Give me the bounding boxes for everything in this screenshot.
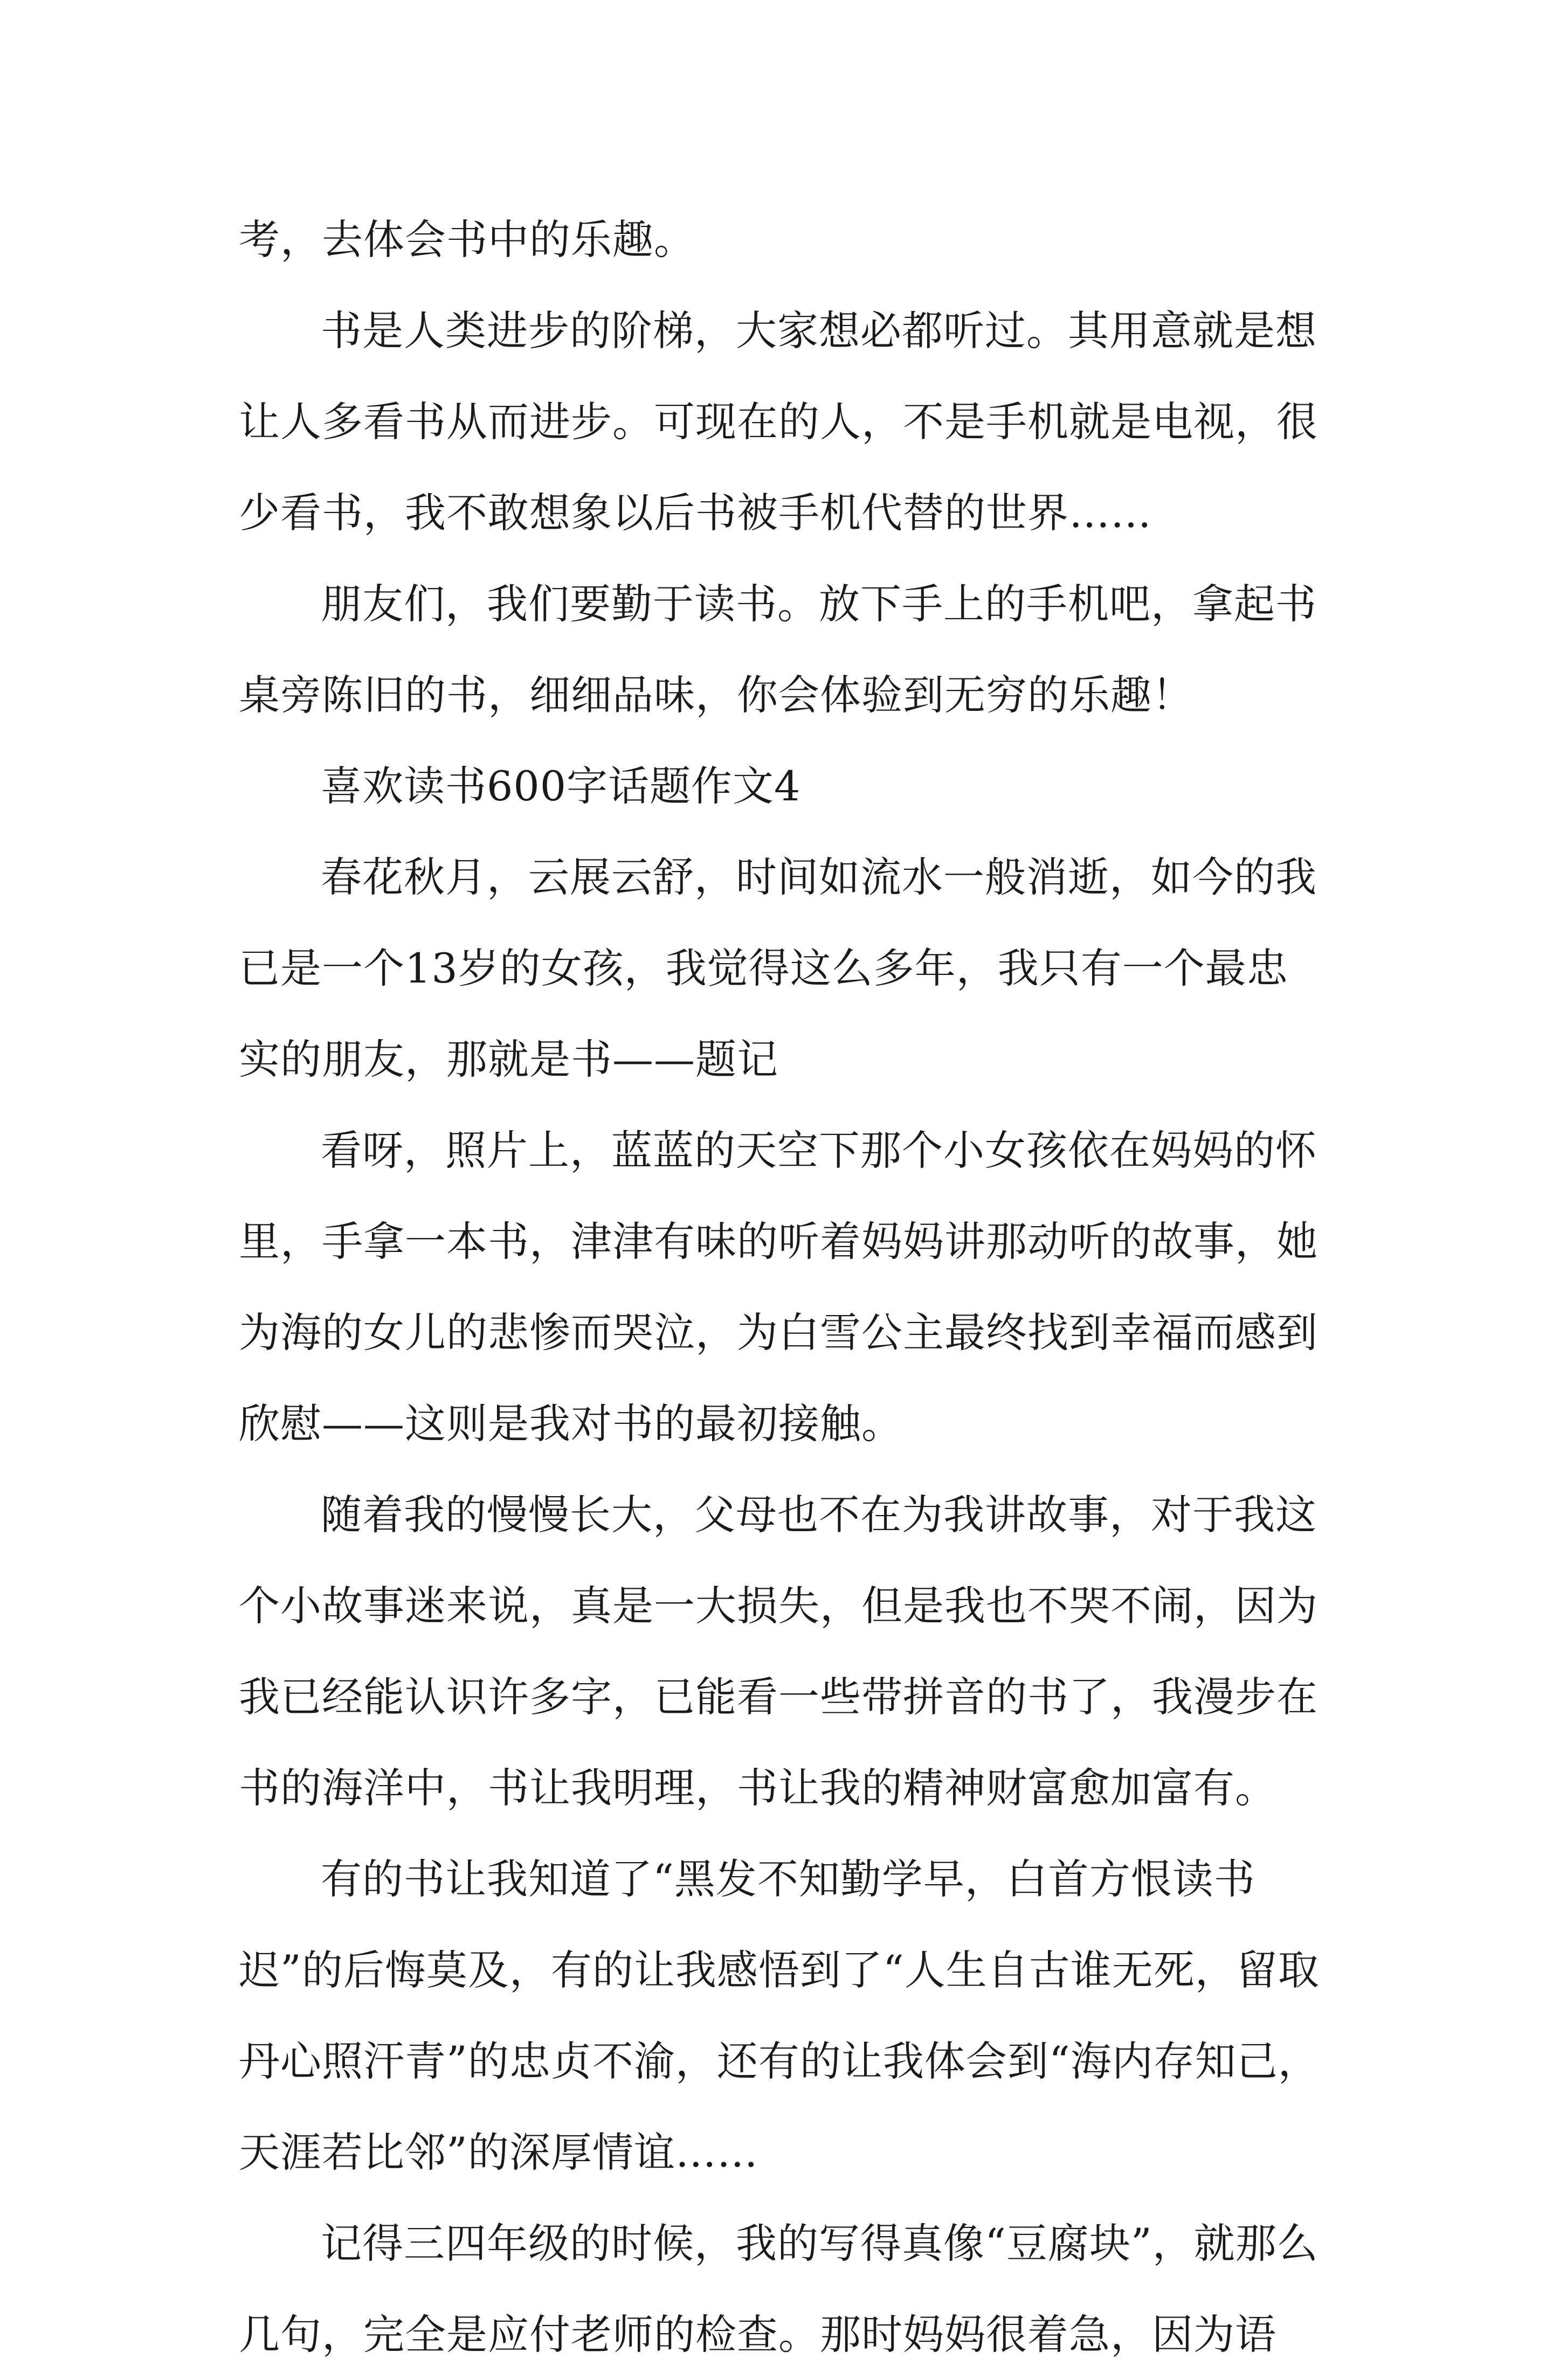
- paragraph: 朋友们，我们要勤于读书。放下手上的手机吧，拿起书桌旁陈旧的书，细细品味，你会体验到无穷的乐趣！: [239, 580, 1317, 719]
- document-body: [239, 194, 1328, 2380]
- essay-title: 喜欢读书600字话题作文4: [321, 762, 801, 810]
- paragraph: 看呀，照片上，蓝蓝的天空下那个小女孩依在妈妈的怀里，手拿一本书，津津有味的听着妈妈讲那动听的故事，她为海的女儿的悲惨而哭泣，为白雪公主最终找到幸福而感到欣慰——这则是我对书的最初接触。: [239, 1126, 1318, 1448]
- paragraph-continuation: 考，去体会书中的乐趣。: [239, 216, 695, 264]
- paragraph: 书是人类进步的阶梯，大家想必都听过。其用意就是想让人多看书从而进步。可现在的人，不是手机就是电视，很少看书，我不敢想象以后书被手机代替的世界……: [239, 307, 1318, 537]
- paragraph: 随着我的慢慢长大，父母也不在为我讲故事，对于我这个小故事迷来说，真是一大损失，但是我也不哭不闹，因为我已经能认识许多字，已能看一些带拼音的书了，我漫步在书的海洋中，书让我明理，书让我的精神财富愈加富有。: [239, 1491, 1318, 1812]
- paragraph: 有的书让我知道了“黑发不知勤学早，白首方恨读书迟”的后悔莫及，有的让我感悟到了“人生自古谁无死，留取丹心照汗青”的忠贞不渝，还有的让我体会到“海内存知己，天涯若比邻”的深厚情谊……: [239, 1855, 1320, 2176]
- paragraph: 记得三四年级的时候，我的写得真像“豆腐块”，就那么几句，完全是应付老师的检查。那时妈妈很着急，因为语: [239, 2219, 1319, 2358]
- paragraph: 春花秋月，云展云舒，时间如流水一般消逝，如今的我已是一个13岁的女孩，我觉得这么多年，我只有一个最忠实的朋友，那就是书——题记: [239, 853, 1317, 1083]
